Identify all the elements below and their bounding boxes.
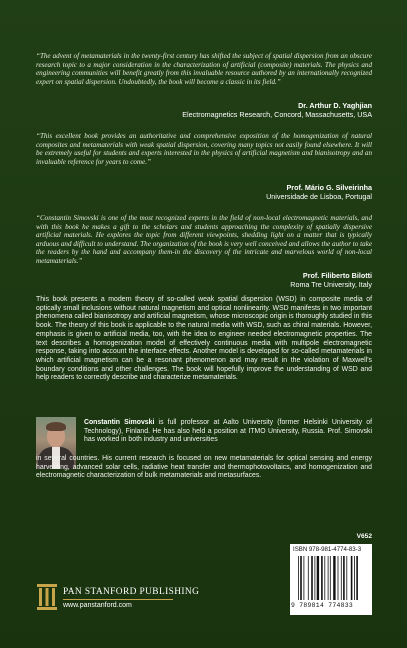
endorser-affiliation-2: Universidade de Lisboa, Portugal — [266, 192, 372, 201]
author-bio-lead: is full professor at Aalto University (former Helsinki University of Technology), Finland. He has also held a position at ITMO University, Russia. Prof. Simovski has worked in both industry and universities — [84, 419, 372, 444]
endorsement-quote-3: “Constantin Simovski is one of the most recognized experts in the field of non-local electromagnetic materials, and with this book he makes a gift to the scholars and students approaching the complexity of spatially dispersive artificial materials. He explores the topic from different viewpoints, shedding light on a matter that is typically arduous and difficult to understand. The organization of the book is very well conceived and allows the author to take the readers by the hand and accompany them-in the discovery of the intricate and marvelous world of non-local metamaterials.” — [36, 214, 372, 265]
barcode-bars — [298, 556, 364, 600]
product-code: V652 — [356, 533, 372, 540]
endorsements-section — [0, 0, 407, 289]
endorser-name-3: Prof. Filiberto Bilotti — [302, 271, 372, 280]
author-bio — [84, 419, 372, 445]
barcode-number: 9 789814 774833 — [291, 602, 354, 609]
endorsement-attribution-3 — [72, 271, 372, 289]
endorser-name-2: Prof. Mário G. Silveirinha — [286, 183, 372, 192]
column-icon — [36, 582, 58, 612]
endorser-affiliation-1: Electromagnetics Research, Concord, Massachusetts, USA — [182, 110, 372, 119]
isbn-label: ISBN 978-981-4774-83-3 — [293, 546, 362, 553]
endorsement-attribution-1 — [72, 101, 372, 119]
publisher-url[interactable]: www.panstanford.com — [63, 602, 132, 609]
book-description: This book presents a modern theory of so-called weak spatial dispersion (WSD) in composite media of optically small inclusions without natural magnetism and optical nonlinearity. WSD manifests in two important phenomena called bianisotropy and artificial magnetism, whose microscopic origin is thoroughly studied in this book. The theory of this book is applicable to the natural media with WSD, such as chiral materials. However, emphasis is given to artificial media, too, with the idea to engineer needed electromagnetic properties. The text describes a homogenization model of effectively continuous media with multipole electromagnetic response, taking into account the interface effects. Another model is developed for so-called metamaterials in which artificial magnetism can be a resonant phenomenon and may result in the violation of Maxwell’s boundary conditions and other challenges. The book will hopefully improve the understanding of WSD and help readers to correctly describe and characterize metamaterials. — [36, 296, 372, 382]
endorsement-quote-2: “This excellent book provides an authoritative and comprehensive exposition of the homogenization of natural composites and metamaterials with weak spatial dispersion, covering many topics not easily found elsewhere. It will be extremely useful for students and experts interested in the physics of artificial magnetism and bianisotropy and an invaluable reference for years to come.” — [36, 132, 372, 166]
endorsement-quote-1: “The advent of metamaterials in the twenty-first century has shifted the subject of spatial dispersion from an obscure research topic to a major consideration in the characterization of artificial (composite) materials. The physics and engineering communities will benefit greatly from this invaluable resource authored by an internationally recognized expert on spatial dispersion. Undoubtedly, the book will become a classic in its field.” — [36, 52, 372, 86]
author-bio-continued: in several countries. His current research is focused on new metamaterials for optical sensing and energy harvesting, advanced solar cells, radiative heat transfer and thermophotovoltaics, and homogenization and electromagnetic characterization of bulk metamaterials and metasurfaces. — [36, 455, 372, 480]
publisher-name: PAN STANFORD PUBLISHING — [63, 587, 200, 597]
endorser-affiliation-3: Roma Tre University, Italy — [290, 280, 372, 289]
isbn-barcode — [290, 544, 372, 615]
author-section — [36, 417, 372, 497]
author-name: Constantin Simovski — [84, 419, 155, 426]
endorser-name-1: Dr. Arthur D. Yaghjian — [298, 101, 372, 110]
endorsement-attribution-2 — [72, 183, 372, 201]
publisher-divider — [63, 599, 173, 600]
publisher-logo — [36, 582, 236, 616]
